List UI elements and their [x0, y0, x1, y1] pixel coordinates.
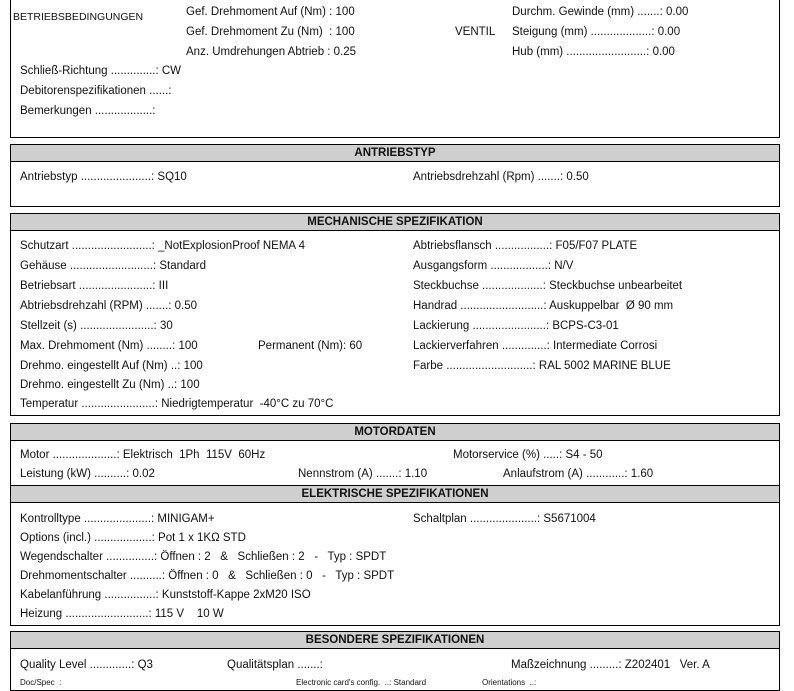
- drehmoment-zu: Gef. Drehmoment Zu (Nm) : 100: [186, 26, 355, 38]
- orientations: Orientations ..:: [482, 678, 537, 687]
- elek-left-row: Wegendschalter ...............: Öffnen : 2 & Schließen : 2 - Typ : SPDT: [20, 551, 387, 563]
- leistung-value: Leistung (kW) ..........: 0.02: [20, 468, 155, 480]
- hub: Hub (mm) .........................: 0.00: [512, 46, 675, 58]
- mech-left-row: Abtriebsdrehzahl (RPM) .......: 0.50: [20, 300, 198, 312]
- quality-level: Quality Level .............: Q3: [20, 659, 153, 671]
- mech-right-row: Handrad ..........................: Auskuppelbar Ø 90 mm: [413, 300, 674, 312]
- ventil-label: VENTIL: [455, 26, 496, 38]
- mech-left-row: Max. Drehmoment (Nm) ........: 100: [20, 340, 198, 352]
- mech-right-row: Farbe ...........................: RAL 5002 MARINE BLUE: [413, 360, 671, 372]
- antriebsdrehzahl-value: Antriebsdrehzahl (Rpm) .......: 0.50: [413, 171, 589, 183]
- drehmoment-auf: Gef. Drehmoment Auf (Nm) : 100: [186, 6, 355, 18]
- steigung: Steigung (mm) ...................: 0.00: [512, 26, 681, 38]
- antriebstyp-value: Antriebstyp ......................: SQ10: [20, 171, 187, 183]
- elek-left-row: Options (incl.) ..................: Pot 1 x 1KΩ STD: [20, 532, 246, 544]
- motorservice-value: Motorservice (%) .....: S4 - 50: [453, 449, 603, 461]
- elek-left-row: Kabelanführung ................: Kunststoff-Kappe 2xM20 ISO: [20, 589, 311, 601]
- mech-left-row: Drehmo. eingestellt Zu (Nm) ..: 100: [20, 379, 200, 391]
- mech-right-row: Steckbuchse ...................: Steckbuchse unbearbeitet: [413, 280, 683, 292]
- electronic-card-config: Electronic card's config. ..: Standard: [296, 678, 427, 687]
- debitoren: Debitorenspezifikationen ......:: [20, 85, 172, 97]
- antriebstyp-header: ANTRIEBSTYP: [10, 144, 780, 162]
- mechanisch-header: MECHANISCHE SPEZIFIKATION: [10, 213, 780, 231]
- mech-left-row: Temperatur .......................: Niedrigtemperatur -40°C zu 70°C: [20, 398, 334, 410]
- elek-left-row: Heizung ..........................: 115 V 10 W: [20, 608, 224, 620]
- mech-left-row: Betriebsart .......................: III: [20, 280, 169, 292]
- doc-spec: Doc/Spec :: [20, 678, 62, 687]
- schaltplan-value: Schaltplan .....................: S5671004: [413, 513, 596, 525]
- mech-right-row: Ausgangsform ..................: N/V: [413, 260, 574, 272]
- umdrehungen: Anz. Umdrehungen Abtrieb : 0.25: [186, 46, 357, 58]
- qualitaetsplan: Qualitätsplan .......:: [227, 659, 323, 671]
- anlaufstrom-value: Anlaufstrom (A) ............: 1.60: [503, 468, 654, 480]
- motordaten-header: MOTORDATEN: [10, 423, 780, 441]
- permanent-value: Permanent (Nm): 60: [258, 340, 363, 352]
- mech-left-row: Schutzart .........................: _NotExplosionProof NEMA 4: [20, 240, 306, 252]
- gewinde: Durchm. Gewinde (mm) .......: 0.00: [512, 6, 689, 18]
- nennstrom-value: Nennstrom (A) .......: 1.10: [298, 468, 428, 480]
- mech-right-row: Lackierverfahren ..............: Intermediate Corrosi: [413, 340, 658, 352]
- mech-right-row: Lackierung .......................: BCPS-C3-01: [413, 320, 619, 332]
- schliess-richtung: Schließ-Richtung ..............: CW: [20, 65, 182, 77]
- mech-left-row: Gehäuse ..........................: Standard: [20, 260, 207, 272]
- elektrisch-header: ELEKTRISCHE SPEZIFIKATIONEN: [10, 485, 780, 503]
- besondere-header: BESONDERE SPEZIFIKATIONEN: [10, 631, 780, 649]
- mech-left-row: Stellzeit (s) .......................: 30: [20, 320, 173, 332]
- elek-left-row: Drehmomentschalter ..........: Öffnen : 0 & Schließen : 0 - Typ : SPDT: [20, 570, 395, 582]
- elek-left-row: Kontrolltype .....................: MINIGAM+: [20, 513, 215, 525]
- mech-left-row: Drehmo. eingestellt Auf (Nm) ..: 100: [20, 360, 203, 372]
- motor-value: Motor ....................: Elektrisch 1Ph 115V 60Hz: [20, 449, 266, 461]
- bemerkungen: Bemerkungen ..................:: [20, 105, 156, 117]
- betrieb-label: BETRIEBSBEDINGUNGEN: [13, 11, 144, 23]
- masszeichnung: Maßzeichnung .........: Z202401 Ver. A: [511, 659, 710, 671]
- mech-right-row: Abtriebsflansch .................: F05/F07 PLATE: [413, 240, 638, 252]
